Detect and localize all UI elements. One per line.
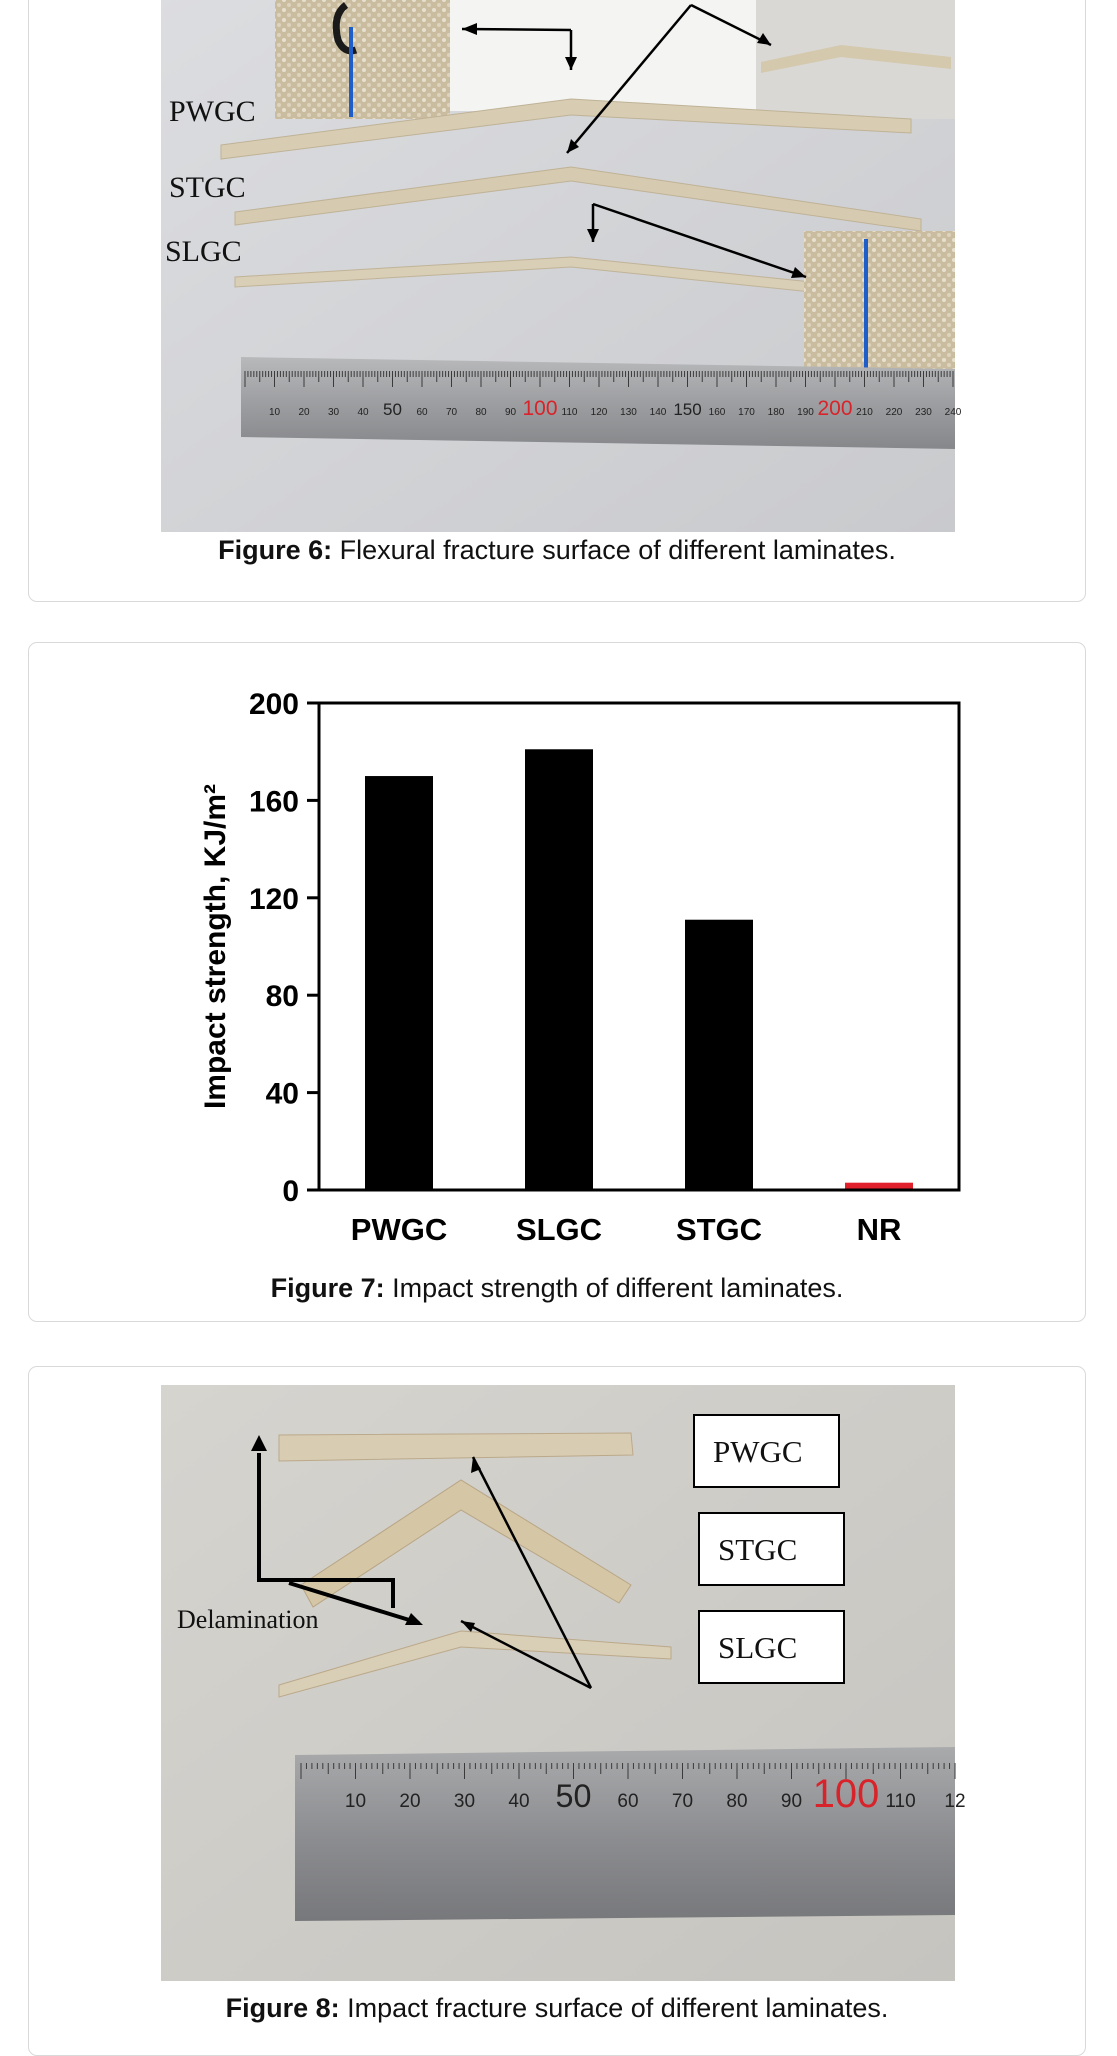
bars bbox=[365, 749, 913, 1190]
label-slgc: SLGC bbox=[165, 235, 242, 268]
figure-7-caption-label: Figure 7: bbox=[270, 1273, 385, 1303]
y-tick-label: 120 bbox=[248, 882, 299, 916]
ruler-number: 100 bbox=[812, 1772, 880, 1816]
figure-6-card bbox=[28, 0, 1086, 602]
y-tick-label: 40 bbox=[265, 1077, 299, 1111]
ruler-number: 100 bbox=[522, 397, 558, 420]
x-tick-label: PWGC bbox=[350, 1212, 448, 1247]
ruler-number: 20 bbox=[399, 1791, 421, 1812]
x-axis-labels bbox=[351, 1212, 902, 1247]
label-pwgc: PWGC bbox=[169, 95, 256, 128]
ruler-number: 80 bbox=[475, 407, 487, 418]
label-pwgc-box: PWGC bbox=[713, 1434, 803, 1469]
ruler-number: 10 bbox=[268, 407, 281, 418]
ruler-number: 30 bbox=[327, 407, 340, 418]
ruler-number: 140 bbox=[649, 407, 667, 418]
ruler-number: 110 bbox=[561, 407, 578, 418]
label-stgc-box: STGC bbox=[718, 1532, 798, 1567]
ruler-number: 180 bbox=[767, 407, 785, 418]
ruler-number: 40 bbox=[357, 407, 369, 418]
ruler-number: 150 bbox=[673, 400, 702, 419]
figure-8-card bbox=[28, 1366, 1086, 2056]
ruler-number: 210 bbox=[856, 407, 873, 418]
ruler-number: 120 bbox=[590, 407, 608, 418]
figure-8-photo bbox=[161, 1385, 966, 1981]
ruler-number: 70 bbox=[671, 1791, 694, 1812]
ruler-number: 90 bbox=[780, 1791, 803, 1812]
ruler-number: 80 bbox=[726, 1791, 748, 1812]
ruler-number: 60 bbox=[617, 1791, 639, 1812]
ruler-number: 30 bbox=[453, 1791, 476, 1812]
ruler-number: 130 bbox=[620, 407, 637, 418]
y-axis-label: Impact strength, KJ/m² bbox=[199, 783, 232, 1110]
y-tick-label: 0 bbox=[282, 1175, 299, 1208]
y-tick-label: 200 bbox=[248, 688, 299, 721]
bar-slgc bbox=[525, 749, 593, 1190]
x-tick-label: SLGC bbox=[515, 1212, 603, 1247]
x-tick-label: STGC bbox=[675, 1212, 763, 1247]
y-tick-label: 160 bbox=[248, 785, 299, 819]
x-tick-label: NR bbox=[856, 1212, 902, 1247]
label-slgc-box: SLGC bbox=[718, 1630, 798, 1665]
ruler-number: 170 bbox=[738, 407, 755, 418]
y-tick-label: 80 bbox=[265, 980, 299, 1014]
ruler-number: 190 bbox=[797, 407, 814, 418]
y-axis-ticks bbox=[249, 688, 319, 1208]
ruler-number: 160 bbox=[708, 407, 726, 418]
figure-7-caption-text: Impact strength of different laminates. bbox=[384, 1273, 844, 1303]
ruler-number: 70 bbox=[445, 407, 458, 418]
figure-6-caption-label: Figure 6: bbox=[218, 535, 333, 565]
figure-6-caption bbox=[29, 535, 1085, 566]
ruler-number: 60 bbox=[416, 407, 428, 418]
label-stgc: STGC bbox=[169, 171, 246, 204]
impact-strength-chart bbox=[139, 663, 979, 1247]
inset-closeup-left bbox=[275, 0, 450, 119]
figure-6-caption-text: Flexural fracture surface of different laminates. bbox=[332, 535, 896, 565]
ruler-number: 20 bbox=[298, 407, 310, 418]
figure-8-caption-text: Impact fracture surface of different laminates. bbox=[339, 1993, 889, 2023]
ruler-number: 230 bbox=[915, 407, 932, 418]
figure-7-caption bbox=[29, 1273, 1085, 1304]
figure-7-card bbox=[28, 642, 1086, 1322]
ruler-number: 90 bbox=[504, 407, 517, 418]
bar-stgc bbox=[685, 920, 753, 1190]
ruler-number: 110 bbox=[885, 1791, 916, 1812]
figure-8-caption-label: Figure 8: bbox=[225, 1993, 340, 2023]
inset-label-box bbox=[450, 0, 756, 111]
ruler-number: 50 bbox=[383, 400, 402, 419]
figure-8-caption bbox=[29, 1993, 1085, 2024]
ruler-number: 50 bbox=[555, 1778, 592, 1814]
ruler-number: 40 bbox=[508, 1791, 530, 1812]
ruler-number: 12 bbox=[944, 1791, 966, 1812]
ruler-number: 240 bbox=[944, 407, 962, 418]
figure-6-photo bbox=[161, 0, 962, 532]
ruler-number: 220 bbox=[885, 407, 903, 418]
ruler-number: 200 bbox=[817, 397, 853, 420]
label-delamination: Delamination bbox=[177, 1605, 319, 1634]
ruler-number: 10 bbox=[344, 1791, 367, 1812]
bar-pwgc bbox=[365, 776, 433, 1190]
